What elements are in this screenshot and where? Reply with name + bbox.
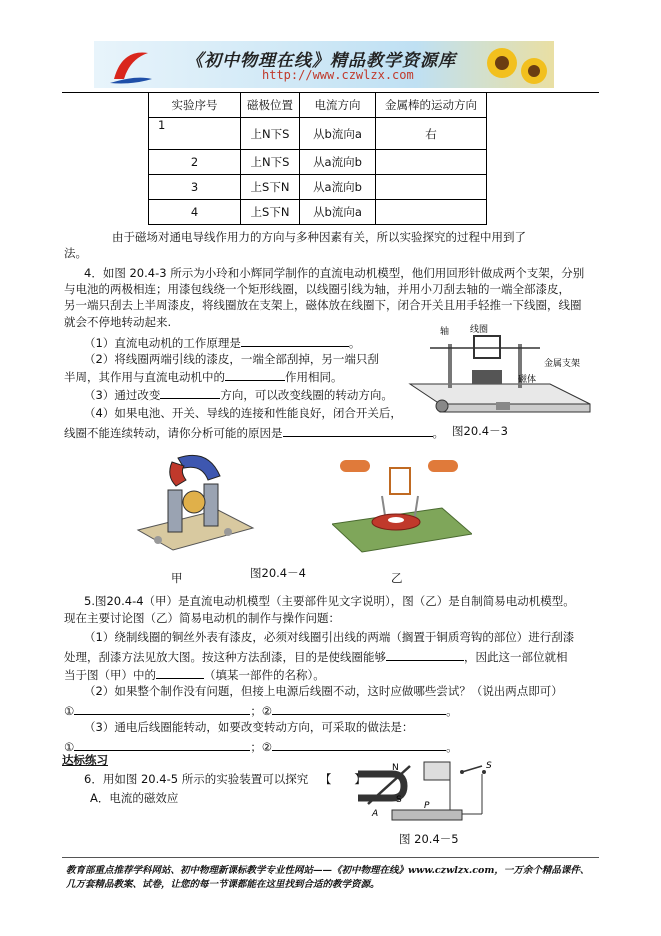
section-heading: 达标练习 — [62, 753, 108, 767]
q4-part3 — [84, 386, 393, 403]
table-cell — [376, 150, 487, 175]
q6-answer-bracket[interactable]: 【 】 — [319, 772, 366, 786]
footer-divider — [62, 857, 599, 858]
figure-20-4-4-yi — [332, 452, 472, 556]
table-cell: 从a流向b — [300, 150, 376, 175]
rheostat-icon — [392, 810, 462, 820]
footer-line-2: 几万套精品教案、试卷，让您的每一节课都能在这里找到合适的教学资源。 — [66, 879, 380, 890]
battery-icon — [424, 762, 450, 780]
q4-part2b-text: 半周，其作用与直流电动机中的 — [64, 370, 225, 384]
q5-part3-answers — [64, 738, 458, 755]
table-cell: 从a流向b — [300, 175, 376, 200]
answer-marker-2: ；② — [250, 740, 273, 754]
answer-marker-1: ① — [64, 740, 75, 754]
table-row — [149, 200, 487, 225]
table-header-cell: 实验序号 — [149, 93, 241, 118]
conclusion-text-end: 法。 — [64, 246, 87, 260]
figure-caption-20-4-4: 图20.4－4 — [250, 566, 306, 580]
label-jia: 甲 — [171, 571, 183, 585]
label-axis: 轴 — [440, 327, 450, 337]
label-switch: S — [486, 761, 492, 771]
q4-part1-text: （1）直流电动机的工作原理是 — [84, 336, 241, 350]
label-n: N — [392, 763, 399, 773]
q5-part2-answers — [64, 702, 458, 719]
q5-line: 现在主要讨论图（乙）简易电动机的制作与操作问题： — [64, 611, 340, 625]
table-header-cell: 金属棒的运动方向 — [376, 93, 487, 118]
footer-line-1: 教育部重点推荐学科网站、初中物理新课标教学专业性网站——《初中物理在线》www.czwlzx.com，一万余个精品课件、 — [66, 865, 590, 876]
coil-icon — [390, 468, 410, 494]
q4-part1 — [84, 334, 360, 351]
figure-20-4-3-motor-model — [400, 322, 600, 418]
table-cell: 上S下N — [241, 175, 300, 200]
label-p: P — [424, 801, 430, 811]
table-header-cell: 磁极位置 — [241, 93, 300, 118]
table-cell: 1 — [149, 118, 241, 150]
label-coil: 线圈 — [470, 325, 489, 335]
q4-part2b-end: 作用相同。 — [285, 370, 343, 384]
q4-part3-end: 方向，可以改变线圈的转动方向。 — [220, 388, 393, 402]
table-header-row — [149, 93, 487, 118]
table-header-cell: 电流方向 — [300, 93, 376, 118]
q5-part1c-end: （填某一部件的名称）。 — [204, 668, 325, 682]
magnet-icon — [472, 370, 502, 384]
q4-part4a: （4）如果电池、开关、导线的连接和性能良好，闭合开关后， — [84, 406, 402, 420]
q4-line: 与电池的两极相连；用漆包线绕一个矩形线圈，以线圈引线为轴，并用小刀刮去轴的一端全部漆皮， — [64, 282, 570, 296]
q5-part1b-end: ，因此这一部位就相 — [464, 650, 568, 664]
q4-line: 就会不停地转动起来. — [64, 315, 172, 329]
site-title: 《初中物理在线》精品教学资源库 — [186, 51, 456, 71]
q4-part3-text: （3）通过改变 — [84, 388, 161, 402]
table-cell: 从b流向a — [300, 118, 376, 150]
q5-part1c-blank[interactable] — [156, 666, 204, 679]
q4-part2a: （2）将线圈两端引线的漆皮，一端全部刮掉，另一端只刮 — [84, 352, 379, 366]
answer-end: 。 — [446, 704, 458, 718]
q4-part4b-end: 。 — [432, 426, 444, 440]
q4-part1-blank[interactable] — [241, 334, 349, 347]
q4-line: 另一端只刮去上半周漆皮，将线圈放在支架上，磁体放在线圈下，闭合开关且用手轻推一下线圈，线圈 — [64, 298, 582, 312]
table-cell: 上N下S — [241, 150, 300, 175]
q5-part1b-text: 处理，刮漆方法见放大图。按这种方法刮漆，目的是使线圈能够 — [64, 650, 386, 664]
figure-20-4-5-apparatus — [352, 756, 502, 828]
q4-part4-blank[interactable] — [283, 424, 433, 437]
q5-part1a: （1）绕制线圈的铜丝外表有漆皮，必须对线圈引出线的两端（搁置于铜质弯钩的部位）进行刮漆 — [84, 630, 575, 644]
q5-part3-blank-2[interactable] — [272, 738, 446, 751]
table-cell: 4 — [149, 200, 241, 225]
table-cell: 右 — [376, 118, 487, 150]
q5-part1-blank[interactable] — [386, 648, 464, 661]
switch-icon — [462, 766, 482, 772]
experiment-table — [148, 92, 487, 225]
q4-part1-end: 。 — [348, 336, 361, 350]
table-cell — [376, 200, 487, 225]
q6-text — [84, 772, 366, 787]
q5-part1c-text: 当于图（甲）中的 — [64, 668, 156, 682]
q4-part4b — [64, 424, 444, 441]
q5-part1b — [64, 648, 568, 665]
answer-marker-1: ① — [64, 704, 75, 718]
q4-part2b — [64, 368, 343, 385]
q6-option-a: A．电流的磁效应 — [90, 791, 179, 805]
table-cell: 从b流向a — [300, 200, 376, 225]
label-a: A — [372, 809, 379, 819]
q5-part3: （3）通电后线圈能转动，如要改变转动方向，可采取的做法是： — [84, 720, 414, 734]
q5-part2-blank-1[interactable] — [74, 702, 250, 715]
sunflower-icon — [482, 43, 552, 87]
q4-line: 4．如图 20.4-3 所示为小玲和小辉同学制作的直流电动机模型，他们用回形针做成两个支架，分别 — [84, 266, 585, 280]
answer-end: 。 — [446, 740, 458, 754]
q4-part3-blank[interactable] — [160, 386, 220, 399]
label-bracket: 金属支架 — [544, 359, 581, 369]
q5-part3-blank-1[interactable] — [74, 738, 250, 751]
q6-stem: 6．用如图 20.4-5 所示的实验装置可以探究 — [84, 772, 309, 786]
q5-part1c — [64, 666, 325, 683]
q4-part4b-text: 线圈不能连续转动，请你分析可能的原因是 — [64, 426, 283, 440]
site-logo-icon — [108, 45, 154, 85]
table-cell: 上S下N — [241, 200, 300, 225]
figure-caption-20-4-3: 图20.4－3 — [452, 424, 508, 438]
label-s: S — [396, 795, 402, 805]
conclusion-text: 由于磁场对通电导线作用力的方向与多种因素有关，所以实验探究的过程中用到了 — [112, 230, 526, 244]
q5-part2: （2）如果整个制作没有问题，但接上电源后线圈不动，这时应做哪些尝试？（说出两点即可） — [84, 684, 563, 698]
table-row — [149, 118, 487, 150]
q4-part2-blank[interactable] — [225, 368, 285, 381]
label-magnet: 磁体 — [518, 375, 537, 385]
site-url[interactable]: http://www.czwlzx.com — [262, 68, 414, 82]
q5-line: 5.图20.4-4（甲）是直流电动机模型（主要部件见文字说明），图（乙）是自制简易电动机模型。 — [84, 594, 575, 608]
table-row — [149, 175, 487, 200]
q5-part2-blank-2[interactable] — [272, 702, 446, 715]
answer-marker-2: ；② — [250, 704, 273, 718]
table-cell: 2 — [149, 150, 241, 175]
table-row — [149, 150, 487, 175]
coil-icon — [474, 336, 500, 358]
bracket-left — [448, 344, 452, 388]
table-cell: 3 — [149, 175, 241, 200]
label-yi: 乙 — [391, 571, 403, 585]
table-cell — [376, 175, 487, 200]
table-cell: 上N下S — [241, 118, 300, 150]
figure-caption-20-4-5: 图 20.4－5 — [399, 832, 459, 846]
figure-20-4-4-jia — [128, 450, 258, 560]
